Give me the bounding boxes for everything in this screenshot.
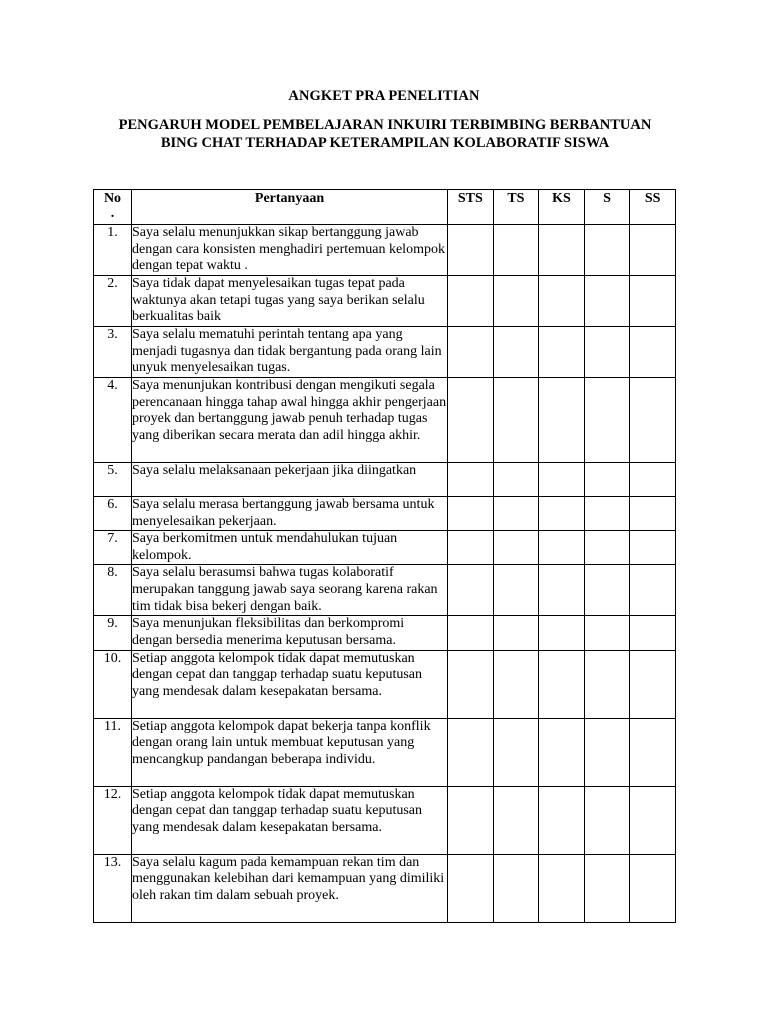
header-question: Pertanyaan	[132, 190, 448, 225]
answer-cell-ks[interactable]	[539, 565, 585, 616]
subtitle-line-1: PENGARUH MODEL PEMBELAJARAN INKUIRI TERBIMBING BERBANTUAN	[118, 117, 652, 133]
answer-cell-sts[interactable]	[448, 463, 494, 497]
answer-cell-sts[interactable]	[448, 497, 494, 531]
answer-cell-ks[interactable]	[539, 531, 585, 565]
row-number: 2.	[94, 276, 132, 327]
header-no-dot: .	[110, 206, 115, 221]
answer-cell-sts[interactable]	[448, 327, 494, 378]
answer-cell-ks[interactable]	[539, 650, 585, 718]
row-number: 3.	[94, 327, 132, 378]
header-no-text: No	[103, 191, 122, 206]
answer-cell-sts[interactable]	[448, 786, 494, 854]
answer-cell-ts[interactable]	[493, 718, 539, 786]
answer-cell-ts[interactable]	[493, 531, 539, 565]
row-number: 9.	[94, 616, 132, 650]
table-row	[94, 276, 676, 327]
answer-cell-ts[interactable]	[493, 463, 539, 497]
row-number: 13.	[94, 854, 132, 922]
table-row	[94, 378, 676, 463]
answer-cell-s[interactable]	[584, 497, 630, 531]
answer-cell-ks[interactable]	[539, 276, 585, 327]
table-row	[94, 497, 676, 531]
row-number: 1.	[94, 225, 132, 276]
question-text: Saya selalu menunjukkan sikap bertanggung jawab dengan cara konsisten menghadiri pertemuan kelompok dengan tepat waktu .	[132, 225, 448, 276]
table-header-row	[94, 190, 676, 225]
table-row	[94, 327, 676, 378]
question-text: Saya selalu melaksanaan pekerjaan jika diingatkan	[132, 463, 448, 497]
answer-cell-ss[interactable]	[630, 463, 676, 497]
table-row	[94, 463, 676, 497]
row-number: 11.	[94, 718, 132, 786]
answer-cell-ks[interactable]	[539, 616, 585, 650]
table-row	[94, 225, 676, 276]
table-row	[94, 565, 676, 616]
answer-cell-ts[interactable]	[493, 616, 539, 650]
header-option-s: S	[584, 190, 630, 225]
answer-cell-s[interactable]	[584, 650, 630, 718]
answer-cell-ts[interactable]	[493, 327, 539, 378]
answer-cell-sts[interactable]	[448, 616, 494, 650]
row-number: 5.	[94, 463, 132, 497]
answer-cell-s[interactable]	[584, 327, 630, 378]
answer-cell-ts[interactable]	[493, 497, 539, 531]
answer-cell-ts[interactable]	[493, 378, 539, 463]
header-no	[94, 190, 132, 225]
answer-cell-s[interactable]	[584, 378, 630, 463]
answer-cell-ts[interactable]	[493, 786, 539, 854]
question-text: Saya menunjukan fleksibilitas dan berkompromi dengan bersedia menerima keputusan bersama.	[132, 616, 448, 650]
header-option-sts: STS	[448, 190, 494, 225]
question-text: Setiap anggota kelompok tidak dapat memutuskan dengan cepat dan tanggap terhadap suatu keputusan yang mendesak dalam kesepakatan bersama.	[132, 650, 448, 718]
answer-cell-ts[interactable]	[493, 225, 539, 276]
answer-cell-sts[interactable]	[448, 854, 494, 922]
table-row	[94, 854, 676, 922]
table-row	[94, 786, 676, 854]
answer-cell-ts[interactable]	[493, 565, 539, 616]
document-subtitle	[60, 116, 710, 152]
answer-cell-s[interactable]	[584, 786, 630, 854]
row-number: 10.	[94, 650, 132, 718]
table-row	[94, 718, 676, 786]
answer-cell-sts[interactable]	[448, 531, 494, 565]
answer-cell-ss[interactable]	[630, 565, 676, 616]
answer-cell-sts[interactable]	[448, 650, 494, 718]
row-number: 7.	[94, 531, 132, 565]
row-number: 4.	[94, 378, 132, 463]
question-text: Saya selalu berasumsi bahwa tugas kolaboratif merupakan tanggung jawab saya seorang karena rakan tim tidak bisa bekerj dengan baik.	[132, 565, 448, 616]
header-option-ts: TS	[493, 190, 539, 225]
answer-cell-s[interactable]	[584, 565, 630, 616]
answer-cell-ks[interactable]	[539, 225, 585, 276]
answer-cell-ts[interactable]	[493, 854, 539, 922]
header-option-ks: KS	[539, 190, 585, 225]
question-text: Saya menunjukan kontribusi dengan mengikuti segala perencanaan hingga tahap awal hingga akhir pengerjaan proyek dan bertanggung jawab penuh terhadap tugas yang diberikan secara merata dan adil hingga akhir.	[132, 378, 448, 463]
answer-cell-ts[interactable]	[493, 650, 539, 718]
table-row	[94, 616, 676, 650]
question-text: Setiap anggota kelompok tidak dapat memutuskan dengan cepat dan tanggap terhadap suatu keputusan yang mendesak dalam kesepakatan bersama.	[132, 786, 448, 854]
answer-cell-ss[interactable]	[630, 854, 676, 922]
header-option-ss: SS	[630, 190, 676, 225]
answer-cell-ts[interactable]	[493, 276, 539, 327]
question-text: Saya selalu merasa bertanggung jawab bersama untuk menyelesaikan pekerjaan.	[132, 497, 448, 531]
answer-cell-sts[interactable]	[448, 718, 494, 786]
answer-cell-ss[interactable]	[630, 276, 676, 327]
answer-cell-ks[interactable]	[539, 327, 585, 378]
answer-cell-ss[interactable]	[630, 616, 676, 650]
document-title: ANGKET PRA PENELITIAN	[288, 88, 480, 104]
answer-cell-s[interactable]	[584, 531, 630, 565]
answer-cell-ss[interactable]	[630, 327, 676, 378]
answer-cell-ks[interactable]	[539, 786, 585, 854]
answer-cell-ss[interactable]	[630, 531, 676, 565]
answer-cell-sts[interactable]	[448, 276, 494, 327]
answer-cell-sts[interactable]	[448, 565, 494, 616]
answer-cell-ks[interactable]	[539, 854, 585, 922]
row-number: 12.	[94, 786, 132, 854]
subtitle-line-2: BING CHAT TERHADAP KETERAMPILAN KOLABORATIF SISWA	[160, 135, 610, 151]
answer-cell-s[interactable]	[584, 276, 630, 327]
answer-cell-s[interactable]	[584, 718, 630, 786]
answer-cell-s[interactable]	[584, 854, 630, 922]
answer-cell-ks[interactable]	[539, 463, 585, 497]
table-body	[94, 225, 676, 923]
row-number: 8.	[94, 565, 132, 616]
answer-cell-ss[interactable]	[630, 718, 676, 786]
table-row	[94, 650, 676, 718]
answer-cell-ks[interactable]	[539, 497, 585, 531]
question-text: Saya selalu kagum pada kemampuan rekan tim dan menggunakan kelebihan dari kemampuan yang dimiliki oleh rakan tim dalam sebuah proyek.	[132, 854, 448, 922]
question-text: Setiap anggota kelompok dapat bekerja tanpa konflik dengan orang lain untuk membuat keputusan yang mencangkup pandangan beberapa individu.	[132, 718, 448, 786]
row-number: 6.	[94, 497, 132, 531]
answer-cell-ss[interactable]	[630, 650, 676, 718]
answer-cell-sts[interactable]	[448, 225, 494, 276]
table-row	[94, 531, 676, 565]
answer-cell-s[interactable]	[584, 463, 630, 497]
answer-cell-sts[interactable]	[448, 378, 494, 463]
answer-cell-ss[interactable]	[630, 497, 676, 531]
question-text: Saya tidak dapat menyelesaikan tugas tepat pada waktunya akan tetapi tugas yang saya berikan selalu berkualitas baik	[132, 276, 448, 327]
answer-cell-ss[interactable]	[630, 786, 676, 854]
answer-cell-ss[interactable]	[630, 225, 676, 276]
answer-cell-ks[interactable]	[539, 718, 585, 786]
answer-cell-s[interactable]	[584, 616, 630, 650]
questionnaire-table	[93, 189, 676, 923]
question-text: Saya selalu mematuhi perintah tentang apa yang menjadi tugasnya dan tidak bergantung pada orang lain unyuk menyelesaikan tugas.	[132, 327, 448, 378]
answer-cell-ks[interactable]	[539, 378, 585, 463]
answer-cell-ss[interactable]	[630, 378, 676, 463]
question-text: Saya berkomitmen untuk mendahulukan tujuan kelompok.	[132, 531, 448, 565]
answer-cell-s[interactable]	[584, 225, 630, 276]
